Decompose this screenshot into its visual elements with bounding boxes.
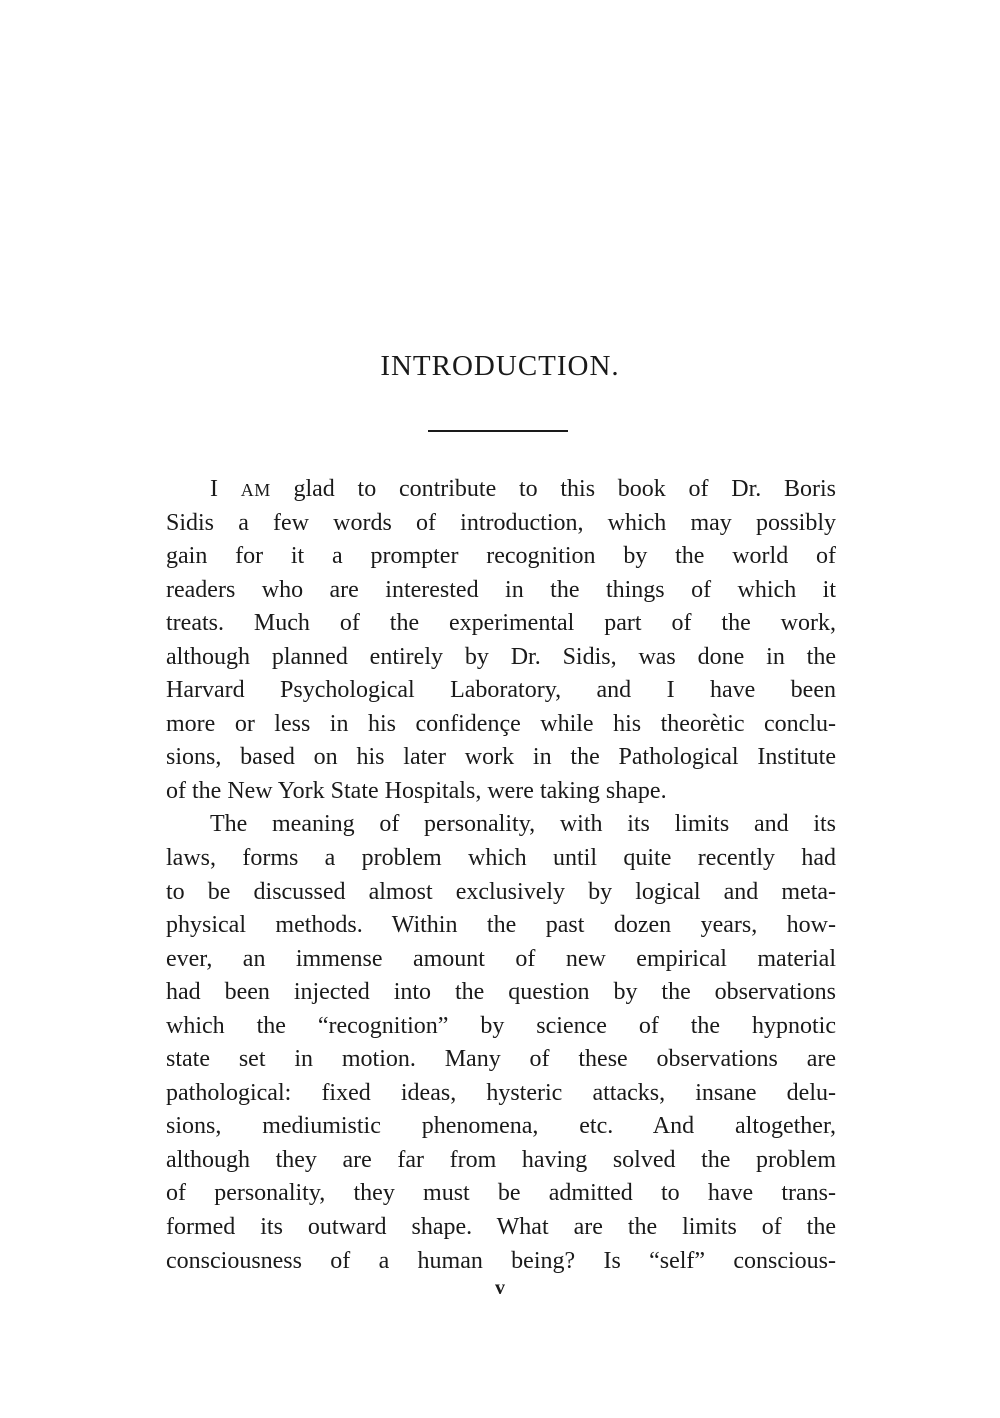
text-line: of the New York State Hospitals, were taking shape. — [166, 777, 667, 804]
text-line: pathological: fixed ideas, hysteric attacks, insane delu- — [166, 1079, 836, 1106]
text-line: consciousness of a human being? Is “self” conscious- — [166, 1247, 836, 1274]
body-text — [166, 473, 836, 1278]
text-line: sions, mediumistic phenomena, etc. And altogether, — [166, 1113, 836, 1140]
text-line: physical methods. Within the past dozen years, how- — [166, 912, 836, 939]
text-line: to be discussed almost exclusively by logical and meta- — [166, 878, 836, 905]
lead-smallcaps: AM — [240, 480, 271, 500]
text-line: The meaning of personality, with its limits and its — [210, 811, 836, 838]
text-line: sions, based on his later work in the Pathological Institute — [166, 744, 836, 771]
text-line: laws, forms a problem which until quite recently had — [166, 845, 836, 872]
text-line: gain for it a prompter recognition by the world of — [166, 543, 836, 570]
text-line: ever, an immense amount of new empirical material — [166, 945, 836, 972]
text-line: although planned entirely by Dr. Sidis, was done in the — [166, 643, 836, 670]
text-line: treats. Much of the experimental part of the work, — [166, 610, 836, 637]
text-line: state set in motion. Many of these observations are — [166, 1046, 836, 1073]
text-line: although they are far from having solved the problem — [166, 1146, 836, 1173]
text-line: readers who are interested in the things of which it — [166, 576, 836, 603]
page-number: v — [495, 1277, 505, 1299]
page-title: INTRODUCTION. — [380, 350, 620, 382]
text-line: Sidis a few words of introduction, which may possibly — [166, 509, 836, 536]
title-rule — [428, 430, 568, 432]
text-line: formed its outward shape. What are the limits of the — [166, 1214, 836, 1241]
text-line: had been injected into the question by the observations — [166, 979, 836, 1006]
first-line-rest: glad to contribute to this book of Dr. Boris — [293, 476, 836, 502]
text-line: which the “recognition” by science of the hypnotic — [166, 1012, 836, 1039]
text-line: of personality, they must be admitted to have trans- — [166, 1180, 836, 1207]
drop-lead: I — [210, 476, 218, 502]
paragraph-1-line-1 — [166, 473, 836, 507]
text-line: Harvard Psychological Laboratory, and I have been — [166, 677, 836, 704]
text-line: more or less in his confidençe while his theorètic conclu- — [166, 710, 836, 737]
